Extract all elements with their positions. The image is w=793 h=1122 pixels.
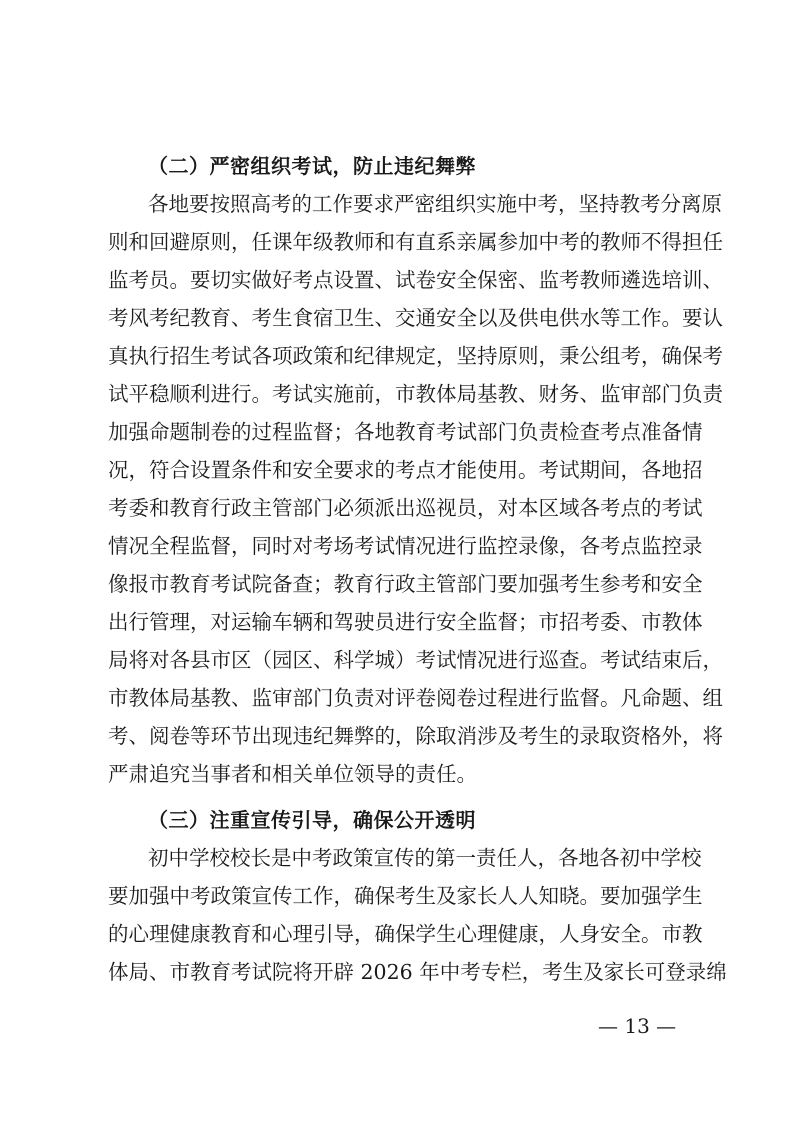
page-number: — 13 —: [598, 1014, 677, 1038]
paragraph-line: 像报市教育考试院备查；教育行政主管部门要加强考生参考和安全: [108, 572, 703, 596]
paragraph-line: 试平稳顺利进行。考试实施前，市教体局基教、财务、监审部门负责: [108, 382, 723, 406]
paragraph-line: 要加强中考政策宣传工作，确保考生及家长人人知晓。要加强学生: [108, 884, 703, 908]
paragraph-line: 真执行招生考试各项政策和纪律规定，坚持原则，秉公组考，确保考: [108, 344, 723, 368]
section-heading-2: （二）严密组织考试，防止违纪舞弊: [148, 154, 476, 178]
paragraph-line: 则和回避原则，任课年级教师和有直系亲属参加中考的教师不得担任: [108, 230, 723, 254]
paragraph-line: 考风考纪教育、考生食宿卫生、交通安全以及供电供水等工作。要认: [108, 306, 723, 330]
paragraph-line: 出行管理，对运输车辆和驾驶员进行安全监督；市招考委、市教体: [108, 610, 703, 634]
paragraph-line: 市教体局基教、监审部门负责对评卷阅卷过程进行监督。凡命题、组: [108, 686, 723, 710]
paragraph-line: 初中学校校长是中考政策宣传的第一责任人，各地各初中学校: [148, 846, 702, 870]
paragraph-line: 情况全程监督，同时对考场考试情况进行监控录像，各考点监控录: [108, 534, 703, 558]
paragraph-line: 的心理健康教育和心理引导，确保学生心理健康，人身安全。市教: [108, 922, 703, 946]
paragraph-line: 严肃追究当事者和相关单位领导的责任。: [108, 762, 477, 786]
paragraph-line: 加强命题制卷的过程监督；各地教育考试部门负责检查考点准备情: [108, 420, 703, 444]
paragraph-line: 考、阅卷等环节出现违纪舞弊的，除取消涉及考生的录取资格外，将: [108, 724, 723, 748]
paragraph-line: 况，符合设置条件和安全要求的考点才能使用。考试期间，各地招: [108, 458, 703, 482]
section-heading-3: （三）注重宣传引导，确保公开透明: [148, 808, 476, 832]
paragraph-line: 体局、市教育考试院将开辟 2026 年中考专栏，考生及家长可登录绵: [108, 960, 727, 984]
paragraph-line: 监考员。要切实做好考点设置、试卷安全保密、监考教师遴选培训、: [108, 268, 723, 292]
paragraph-line: 局将对各县市区（园区、科学城）考试情况进行巡查。考试结束后，: [108, 648, 723, 672]
paragraph-line: 各地要按照高考的工作要求严密组织实施中考，坚持教考分离原: [148, 192, 722, 216]
paragraph-line: 考委和教育行政主管部门必须派出巡视员，对本区域各考点的考试: [108, 496, 703, 520]
